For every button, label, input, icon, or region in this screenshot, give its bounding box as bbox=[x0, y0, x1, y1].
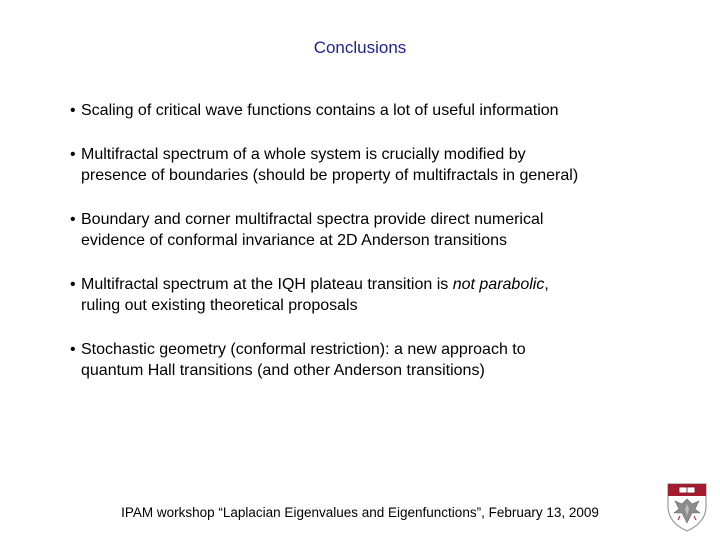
bullet-text-start: Multifractal spectrum at the IQH plateau transition is bbox=[81, 276, 453, 293]
slide-title: Conclusions bbox=[313, 38, 407, 57]
bullet-list bbox=[70, 100, 670, 404]
bullet-dot: • bbox=[70, 102, 76, 119]
bullet-text-end: , bbox=[544, 276, 549, 293]
bullet-text-continued: evidence of conformal invariance at 2D Anderson transitions bbox=[81, 232, 508, 249]
bullet-item-1 bbox=[70, 100, 670, 121]
bullet-text: Multifractal spectrum of a whole system is crucially modified by bbox=[81, 146, 526, 163]
footer-text: IPAM workshop “Laplacian Eigenvalues and Eigenfunctions”, February 13, 2009 bbox=[121, 505, 599, 520]
bullet-text-continued: quantum Hall transitions (and other Anderson transitions) bbox=[81, 362, 485, 379]
bullet-text-continued: presence of boundaries (should be property of multifractals in general) bbox=[81, 167, 579, 184]
bullet-item-5 bbox=[70, 339, 670, 381]
bullet-text: Boundary and corner multifractal spectra provide direct numerical bbox=[81, 211, 544, 228]
bullet-text-continued: ruling out existing theoretical proposals bbox=[81, 297, 358, 314]
bullet-item-2 bbox=[70, 144, 670, 186]
bullet-item-4 bbox=[70, 274, 670, 316]
bullet-dot: • bbox=[70, 341, 76, 358]
bullet-dot: • bbox=[70, 211, 76, 228]
bullet-text: Scaling of critical wave functions contains a lot of useful information bbox=[81, 102, 559, 119]
bullet-text bbox=[81, 274, 670, 295]
university-seal-icon bbox=[666, 482, 708, 532]
bullet-text: Stochastic geometry (conformal restriction): a new approach to bbox=[81, 341, 526, 358]
bullet-text-emphasis: not parabolic bbox=[452, 276, 545, 293]
bullet-dot: • bbox=[70, 276, 76, 293]
bullet-dot: • bbox=[70, 146, 76, 163]
bullet-item-3 bbox=[70, 209, 670, 251]
